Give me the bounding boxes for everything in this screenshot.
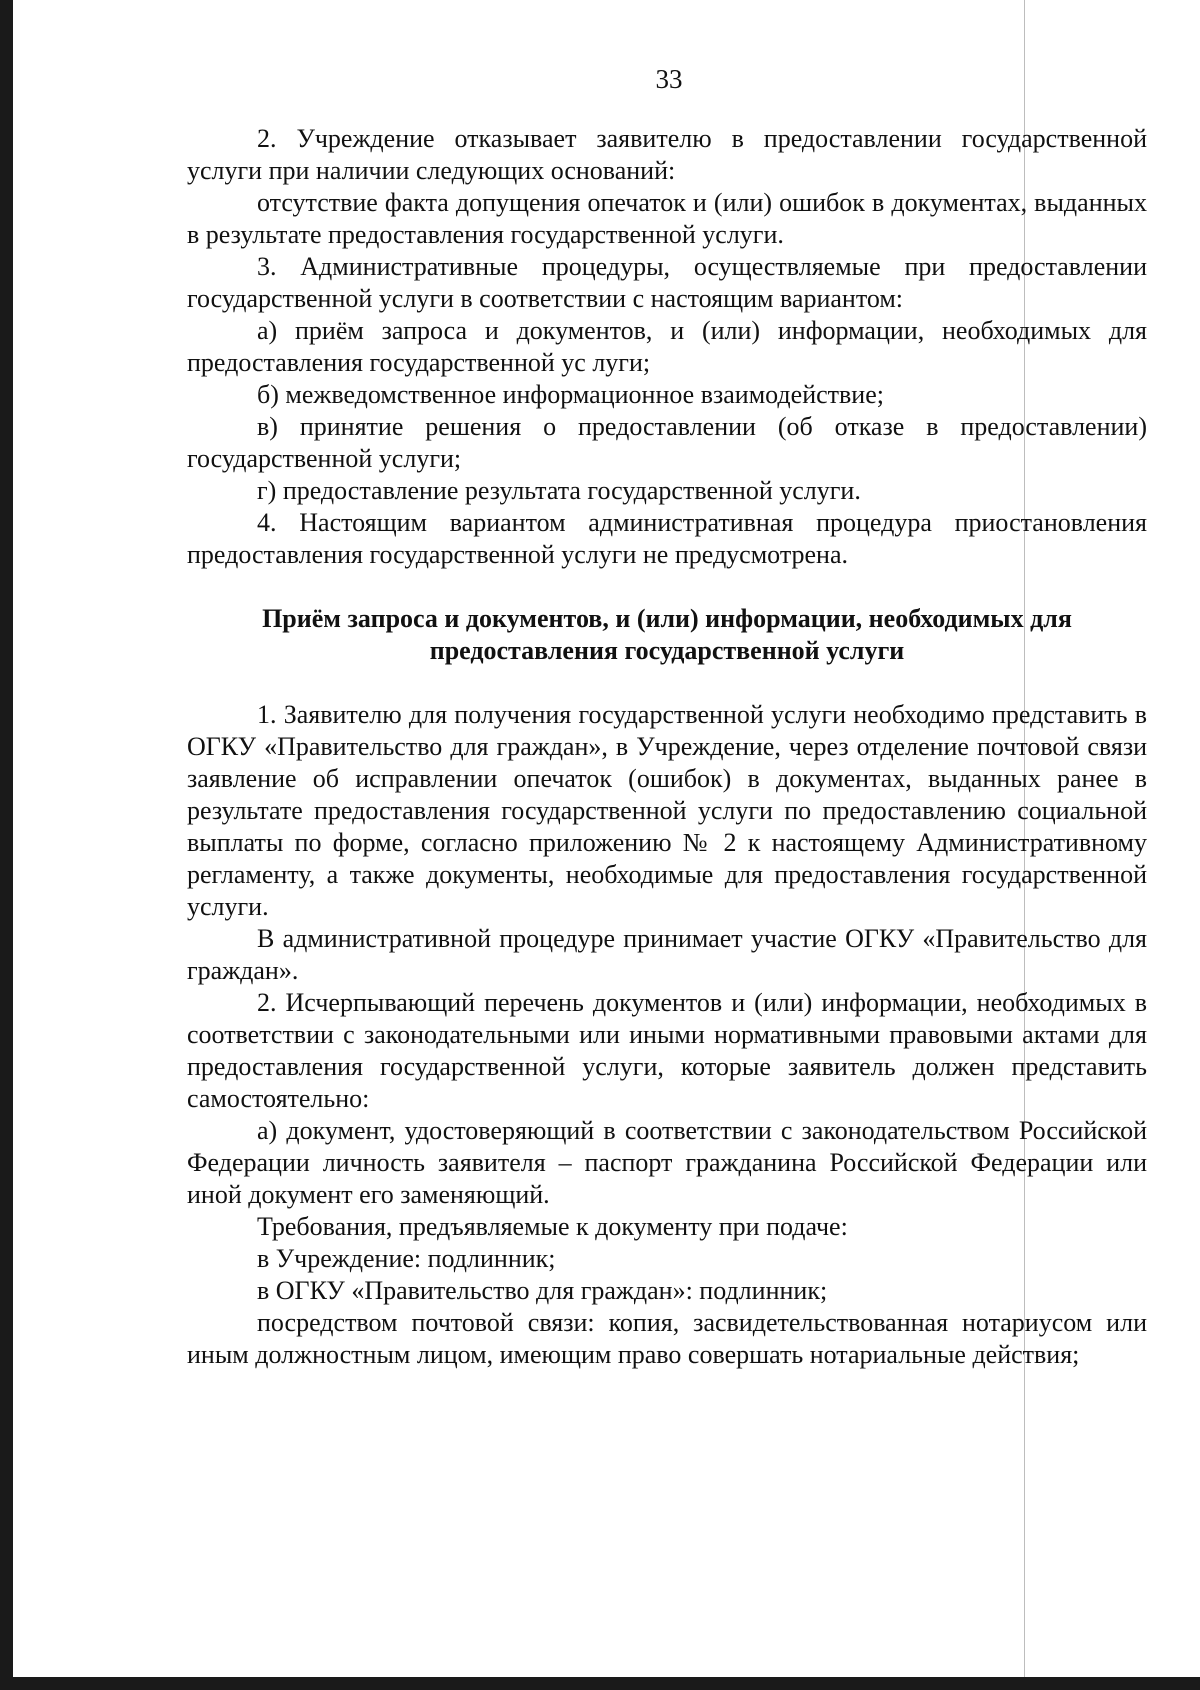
paragraph: в) принятие решения о предоставлении (об отказе в предоставлении) государственной услуги; bbox=[187, 412, 1147, 473]
paragraph: 4. Настоящим вариантом административная процедура приостановления предоставления государственной услуги не предусмотрена. bbox=[187, 508, 1147, 569]
paragraph: г) предоставление результата государственной услуги. bbox=[257, 476, 861, 505]
scan-border-bottom bbox=[0, 1677, 1200, 1690]
paragraph: посредством почтовой связи: копия, засвидетельствованная нотариусом или иным должностным лицом, имеющим право совершать нотариальные действия; bbox=[187, 1308, 1147, 1369]
paragraph: а) приём запроса и документов, и (или) информации, необходимых для предоставления государственной ус луги; bbox=[187, 316, 1147, 377]
paragraph: В административной процедуре принимает участие ОГКУ «Правительство для граждан». bbox=[187, 924, 1147, 985]
paragraph: отсутствие факта допущения опечаток и (или) ошибок в документах, выданных в результате предоставления государственной услуги. bbox=[187, 188, 1147, 249]
page-number: 33 bbox=[655, 64, 683, 94]
scan-border-left bbox=[0, 0, 13, 1683]
paragraph: 3. Административные процедуры, осуществляемые при предоставлении государственной услуги в соответствии с настоящим вариантом: bbox=[187, 252, 1147, 313]
document-body bbox=[187, 123, 1147, 1371]
paragraph: 1. Заявителю для получения государственной услуги необходимо представить в ОГКУ «Правительство для граждан», в Учреждение, через отделение почтовой связи заявление об исправлении опечаток (ошибок) в документах, выданных ранее в результате предоставления государственной услуги по предоставлению социальной выплаты по форме, согласно приложению № 2 к настоящему Административному регламенту, а также документы, необходимые для предоставления государственной услуги. bbox=[187, 700, 1147, 921]
paragraph: 2. Исчерпывающий перечень документов и (или) информации, необходимых в соответствии с законодательными или иными нормативными правовыми актами для предоставления государственной услуги, которые заявитель должен представить самостоятельно: bbox=[187, 988, 1147, 1113]
paragraph: в ОГКУ «Правительство для граждан»: подлинник; bbox=[257, 1276, 828, 1305]
paragraph: в Учреждение: подлинник; bbox=[257, 1244, 556, 1273]
paragraph: Требования, предъявляемые к документу при подаче: bbox=[257, 1212, 848, 1241]
paragraph: б) межведомственное информационное взаимодействие; bbox=[257, 380, 884, 409]
paragraph: 2. Учреждение отказывает заявителю в предоставлении государственной услуги при наличии следующих оснований: bbox=[187, 124, 1147, 185]
section-heading: Приём запроса и документов, и (или) информации, необходимых для предоставления государственной услуги bbox=[262, 604, 1072, 665]
paragraph: а) документ, удостоверяющий в соответствии с законодательством Российской Федерации личность заявителя – паспорт гражданина Российской Федерации или иной документ его заменяющий. bbox=[187, 1116, 1147, 1209]
